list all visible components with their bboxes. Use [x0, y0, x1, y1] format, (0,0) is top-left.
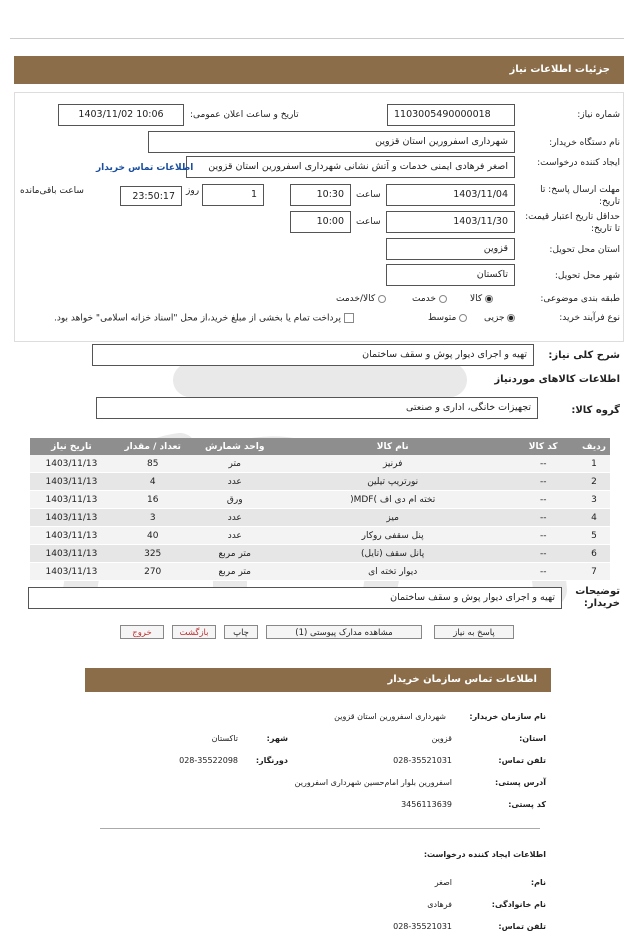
cell-qty: 3 [113, 509, 193, 527]
page-title: جزئیات اطلاعات نیاز [14, 56, 624, 84]
buyer-org-field: شهرداری اسفرورین استان قزوین [148, 131, 515, 153]
cell-name: دیوار تخته ای [277, 563, 508, 581]
category-option-service[interactable]: خدمت [412, 294, 447, 304]
buyer-desc-label: توضیحات خریدار: [575, 586, 620, 609]
category-option-both[interactable]: کالا/خدمت [336, 294, 386, 304]
col-date-header: تاریخ نیاز [30, 438, 113, 455]
cell-name: فرنیز [277, 455, 508, 473]
cell-unit: عدد [193, 527, 277, 545]
contact-address-value: اسفرورین بلوار امام‌حسین شهرداری اسفرورین [294, 778, 452, 787]
radio-icon[interactable] [439, 295, 447, 303]
creator-first-name-value: اصغر [434, 878, 452, 887]
creator-phone-label: تلفن تماس: [498, 922, 546, 931]
cell-qty: 325 [113, 545, 193, 563]
validity-label: حداقل تاریخ اعتبار قیمت: تا تاریخ: [525, 212, 620, 234]
cell-name: میز [277, 509, 508, 527]
contact-info-link[interactable]: اطلاعات تماس خریدار [96, 163, 194, 173]
buyer-org-label: نام دستگاه خریدار: [549, 138, 620, 148]
process-label: نوع فرآیند خرید: [559, 313, 620, 323]
group-label: گروه کالا: [571, 405, 620, 416]
cell-unit: متر مربع [193, 563, 277, 581]
print-button[interactable]: چاپ [224, 625, 258, 639]
need-number-field: 1103005490000018 [387, 104, 515, 126]
need-number-label: شماره نیاز: [577, 110, 620, 120]
contact-divider [100, 828, 540, 829]
category-option-goods[interactable]: کالا [470, 294, 493, 304]
cell-code: -- [508, 545, 578, 563]
contact-org-value: شهرداری اسفرورین استان قزوین [334, 712, 446, 721]
creator-last-name-label: نام خانوادگی: [491, 900, 546, 909]
cell-date: 1403/11/13 [30, 491, 113, 509]
day-label: روز [186, 186, 200, 196]
category-label: طبقه بندی موضوعی: [540, 294, 620, 304]
city-field: تاکستان [386, 264, 515, 286]
process-option-medium[interactable]: متوسط [428, 313, 467, 323]
table-row [30, 455, 610, 473]
deadline-date-field: 1403/11/04 [386, 184, 515, 206]
validity-date-field: 1403/11/30 [386, 211, 515, 233]
cell-date: 1403/11/13 [30, 509, 113, 527]
goods-table [30, 438, 610, 581]
cell-date: 1403/11/13 [30, 473, 113, 491]
cell-unit: عدد [193, 473, 277, 491]
cell-qty: 270 [113, 563, 193, 581]
contact-province-label: استان: [519, 734, 546, 743]
group-field: تجهیزات خانگی، اداری و صنعتی [96, 397, 538, 419]
deadline-time-label: ساعت [356, 190, 381, 200]
cell-row: 6 [578, 545, 610, 563]
radio-selected-icon[interactable] [507, 314, 515, 322]
summary-field: تهیه و اجرای دیوار پوش و سقف ساختمان [92, 344, 534, 366]
col-qty-header: تعداد / مقدار [113, 438, 193, 455]
exit-button[interactable]: خروج [120, 625, 164, 639]
cell-row: 4 [578, 509, 610, 527]
cell-qty: 16 [113, 491, 193, 509]
cell-unit: متر [193, 455, 277, 473]
creator-info-title: اطلاعات ایجاد کننده درخواست: [423, 850, 546, 859]
contact-fax-value: 028-35522098 [179, 756, 238, 765]
cell-row: 1 [578, 455, 610, 473]
table-row [30, 563, 610, 581]
contact-province-value: قزوین [431, 734, 452, 743]
cell-date: 1403/11/13 [30, 527, 113, 545]
radio-icon[interactable] [378, 295, 386, 303]
cell-row: 5 [578, 527, 610, 545]
table-row [30, 509, 610, 527]
cell-row: 2 [578, 473, 610, 491]
cell-row: 3 [578, 491, 610, 509]
contact-city-value: تاکستان [211, 734, 238, 743]
radio-selected-icon[interactable] [485, 295, 493, 303]
col-code-header: کد کالا [508, 438, 578, 455]
cell-code: -- [508, 491, 578, 509]
cell-code: -- [508, 509, 578, 527]
contact-phone-value: 028-35521031 [393, 756, 452, 765]
creator-first-name-label: نام: [530, 878, 546, 887]
cell-name: پانل سقف (تایل) [277, 545, 508, 563]
contact-postal-value: 3456113639 [401, 800, 452, 809]
table-row [30, 473, 610, 491]
cell-date: 1403/11/13 [30, 455, 113, 473]
creator-last-name-value: فرهادی [427, 900, 452, 909]
province-label: استان محل تحویل: [549, 245, 620, 255]
col-name-header: نام کالا [277, 438, 508, 455]
remaining-time-field: 23:50:17 [120, 186, 182, 206]
creator-field: اصغر فرهادی ایمنی خدمات و آتش نشانی شهرداری اسفرورین استان قزوین [186, 156, 515, 178]
col-row-header: ردیف [578, 438, 610, 455]
cell-code: -- [508, 527, 578, 545]
contact-fax-label: دورنگار: [255, 756, 288, 765]
contact-city-label: شهر: [266, 734, 288, 743]
contact-phone-label: تلفن تماس: [498, 756, 546, 765]
top-divider [10, 38, 624, 39]
contact-section-title: اطلاعات تماس سازمان خریدار [85, 668, 551, 692]
validity-time-label: ساعت [356, 217, 381, 227]
remaining-label: ساعت باقی‌مانده [20, 186, 84, 196]
contact-address-label: آدرس پستی: [495, 778, 546, 787]
days-field: 1 [202, 184, 264, 206]
cell-unit: متر مربع [193, 545, 277, 563]
cell-code: -- [508, 455, 578, 473]
cell-code: -- [508, 563, 578, 581]
table-row [30, 545, 610, 563]
process-option-minor[interactable]: جزیی [484, 313, 515, 323]
deadline-time-field: 10:30 [290, 184, 351, 206]
creator-label: ایجاد کننده درخواست: [537, 158, 620, 168]
cell-date: 1403/11/13 [30, 563, 113, 581]
deadline-label: مهلت ارسال پاسخ: تا تاریخ: [540, 185, 620, 207]
cell-unit: ورق [193, 491, 277, 509]
buyer-desc-field: تهیه و اجرای دیوار پوش و سقف ساختمان [28, 587, 562, 609]
cell-qty: 4 [113, 473, 193, 491]
cell-name: نورتریپ تیلین [277, 473, 508, 491]
checkbox-icon[interactable] [344, 313, 354, 323]
announce-label: تاریخ و ساعت اعلان عمومی: [190, 110, 299, 120]
contact-postal-label: کد پستی: [508, 800, 546, 809]
province-field: قزوین [386, 238, 515, 260]
announce-field: 1403/11/02 10:06 [58, 104, 184, 126]
validity-time-field: 10:00 [290, 211, 351, 233]
back-button[interactable]: بازگشت [172, 625, 216, 639]
cell-date: 1403/11/13 [30, 545, 113, 563]
cell-name: تخته ام دی اف )MDF( [277, 491, 508, 509]
table-header-row [30, 438, 610, 455]
cell-code: -- [508, 473, 578, 491]
summary-label: شرح کلی نیاز: [548, 350, 620, 361]
cell-qty: 85 [113, 455, 193, 473]
payment-option[interactable]: پرداخت تمام یا بخشی از مبلغ خرید،از محل "اسناد خزانه اسلامی" خواهد بود. [54, 313, 354, 324]
radio-icon[interactable] [459, 314, 467, 322]
cell-name: پنل سقفی روکار [277, 527, 508, 545]
table-row [30, 491, 610, 509]
cell-unit: عدد [193, 509, 277, 527]
reply-button[interactable]: پاسخ به نیاز [434, 625, 514, 639]
creator-phone-value: 028-35521031 [393, 922, 452, 931]
cell-qty: 40 [113, 527, 193, 545]
cell-row: 7 [578, 563, 610, 581]
attachments-button[interactable]: مشاهده مدارک پیوستی (1) [266, 625, 422, 639]
goods-section-title: اطلاعات کالاهای موردنیاز [494, 374, 620, 385]
col-unit-header: واحد شمارش [193, 438, 277, 455]
contact-org-label: نام سازمان خریدار: [469, 712, 546, 721]
city-label: شهر محل تحویل: [554, 271, 620, 281]
table-row [30, 527, 610, 545]
